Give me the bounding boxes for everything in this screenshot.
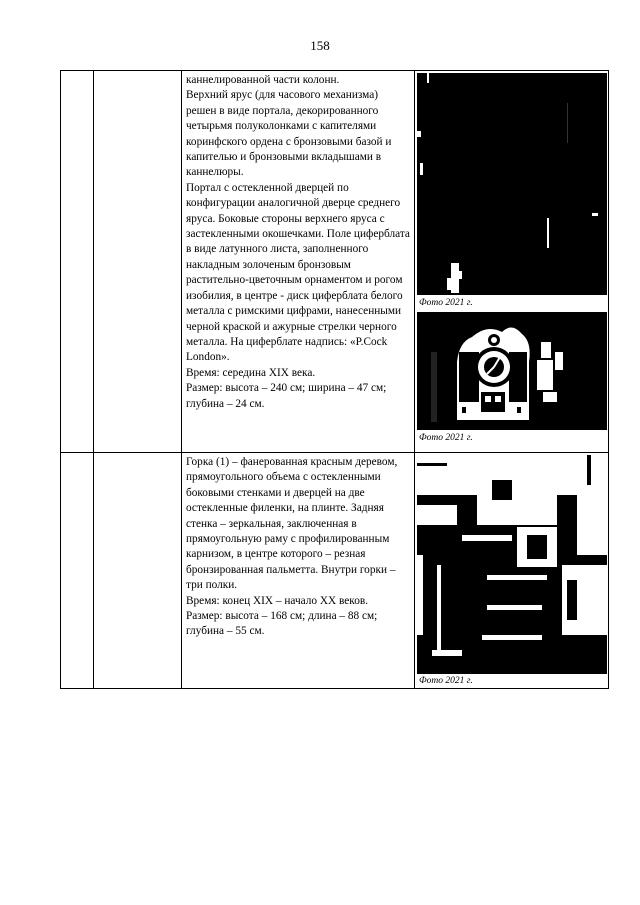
photo-caption: Фото 2021 г.: [419, 433, 473, 443]
page-number: 158: [310, 38, 330, 53]
table-row: [61, 453, 609, 689]
clock-cabinet-photo: [417, 73, 607, 295]
name-cell: [94, 453, 182, 689]
description-cell: [182, 71, 415, 453]
photo-cell: [415, 71, 609, 453]
inventory-table: [60, 70, 609, 689]
cabinet-photo: [417, 455, 607, 674]
size-text: Размер: высота – 240 см; ширина – 47 см; глубина – 24 см.: [186, 382, 387, 410]
size-text: Размер: высота – 168 см; длина – 88 см; глубина – 55 см.: [186, 610, 378, 638]
date-text: Время: середина XIX века.: [186, 366, 316, 379]
date-text: Время: конец XIX – начало XX веков.: [186, 594, 369, 607]
description-text: Горка (1) – фанерованная красным деревом, прямоугольного объема с остекленными боковыми стенками и дверцей на две остекленные филенки, на плинте. Задняя стенка – зеркальная, заключенная в прямоугольную раму с профилированным карнизом, в центре которого – резная бронзированная пальметта. Внутри горки – три полки.: [186, 456, 398, 592]
photo-cell: [415, 453, 609, 689]
number-cell: [61, 71, 94, 453]
photo-caption: Фото 2021 г.: [419, 676, 473, 686]
clock-face-photo: [417, 312, 607, 430]
number-cell: [61, 453, 94, 689]
name-cell: [94, 71, 182, 453]
description-text: Портал с остекленной дверцей по конфигурации аналогичной дверце среднего яруса. Боковые стороны верхнего яруса с застекленными окошечками. Поле циферблата в виде латунного листа, заполненного накладным золоченым бронзовым растительно-цветочным орнаментом и рогом изобилия, в центре - диск циферблата белого металла с римскими цифрами, нанесенными черной краской и ажурные стрелки черного металла. На циферблате надпись: «P.Cock London».: [186, 181, 410, 364]
description-text: Верхний ярус (для часового механизма) решен в виде портала, декорированного четырьмя полуколонками с капителями коринфского ордена с бронзовыми базой и капителью и бронзовыми вкладышами в каннелюры.: [186, 89, 392, 179]
description-cell: [182, 453, 415, 689]
description-text: каннелированной части колонн.: [186, 74, 340, 86]
table-row: [61, 71, 609, 453]
photo-caption: Фото 2021 г.: [419, 298, 473, 308]
